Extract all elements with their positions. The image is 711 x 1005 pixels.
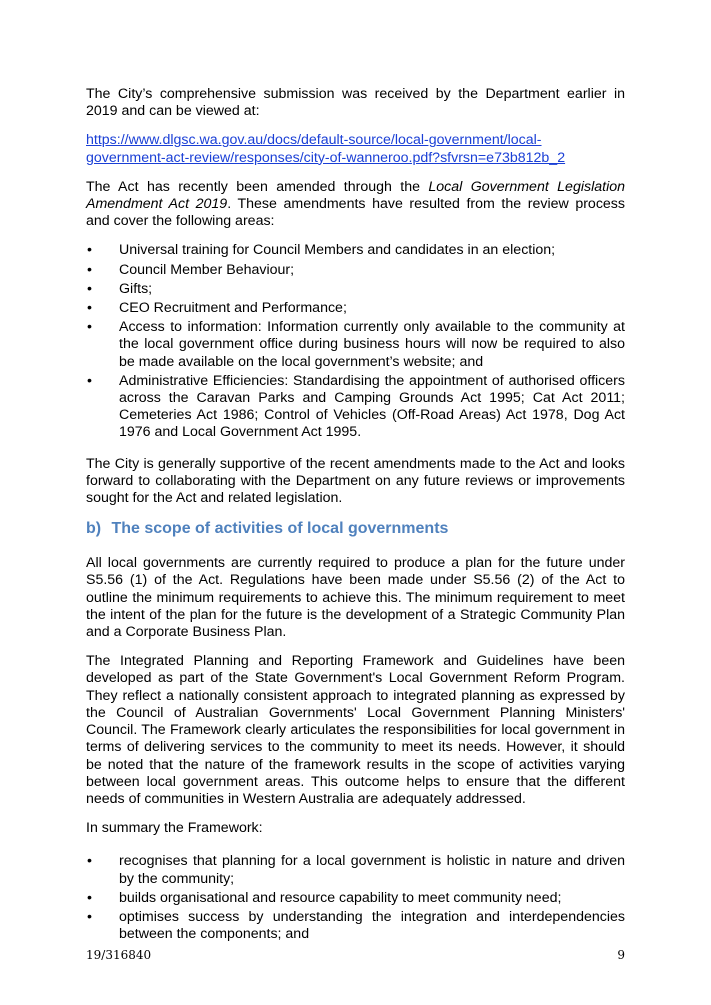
list-item-text: builds organisational and resource capability to meet community need; — [119, 889, 562, 906]
amendment-act-title: Local Government Legislation Amendment Act 2019 — [86, 178, 626, 213]
list-item — [86, 300, 625, 317]
bullet-icon: • — [87, 319, 92, 336]
amendment-areas-list — [86, 242, 625, 441]
document-body — [86, 86, 625, 957]
link-paragraph — [86, 132, 625, 166]
paragraph-summary-intro: In summary the Framework: — [86, 820, 263, 837]
framework-summary-list — [86, 853, 625, 943]
bullet-icon: • — [87, 242, 92, 259]
list-item-text: Universal training for Council Members and candidates in an election; — [119, 242, 556, 259]
paragraph-submission: The City’s comprehensive submission was received by the Department earlier in 2019 and can be viewed at: — [86, 86, 625, 120]
section-label: b) — [86, 520, 102, 538]
paragraph-plan-requirements: All local governments are currently required to produce a plan for the future under S5.56 (1) of the Act. Regulations have been made under S5.56 (2) of the Act to outline the minimum requirements to achieve this. The minimum requirement to meet the intent of the plan for the future is the development of a Strategic Community Plan and a Corporate Business Plan. — [86, 555, 625, 641]
list-item — [86, 262, 625, 279]
list-item — [86, 242, 625, 259]
section-title: The scope of activities of local governments — [111, 520, 449, 538]
list-item-text: Administrative Efficiencies: Standardising the appointment of authorised officers across the Caravan Parks and Camping Grounds Act 1995; Cat Act 2011; Cemeteries Act 1986; Control of Vehicles (Off-Road Areas) Act 1978, Dog Act 1976 and Local Government Act 1995. — [119, 372, 625, 441]
list-item — [86, 319, 625, 371]
list-item — [86, 281, 625, 298]
list-item — [86, 853, 625, 887]
list-item-text: Access to information: Information currently only available to the community at the local government office during business hours will now be required to also be made available on the local government’s website; and — [119, 319, 625, 370]
bullet-icon: • — [87, 280, 92, 297]
paragraph-amendments — [86, 179, 625, 231]
document-reference: 19/316840 — [86, 948, 152, 962]
list-item-text: CEO Recruitment and Performance; — [119, 300, 347, 317]
list-item-text: optimises success by understanding the integration and interdependencies between the components; and — [119, 908, 625, 943]
paragraph-support: The City is generally supportive of the recent amendments made to the Act and looks forward to collaborating with the Department on any future reviews or improvements sought for the Act and related legislation. — [86, 455, 625, 507]
list-item — [86, 909, 625, 943]
bullet-icon: • — [87, 853, 92, 870]
page-number: 9 — [617, 948, 625, 962]
submission-link[interactable]: https://www.dlgsc.wa.gov.au/docs/default-source/local-government/local- government-act-review/responses/city-of-wanneroo.pdf?sfvrsn=e73b812b_2 — [86, 132, 566, 166]
list-item — [86, 373, 625, 442]
paragraph-framework: The Integrated Planning and Reporting Framework and Guidelines have been developed as part of the State Government's Local Government Reform Program. They reflect a nationally consistent approach to integrated planning as expressed by the Council of Australian Governments' Local Government Planning Ministers' Council. The Framework clearly articulates the responsibilities for local government in terms of delivering services to the community to meet its needs. However, it should be noted that the nature of the framework results in the scope of activities varying between local government areas. This outcome helps to ensure that the different needs of communities in Western Australia are adequately addressed. — [86, 653, 625, 807]
amendments-text-post: . These amendments have resulted from the review process and cover the following areas: — [86, 196, 625, 230]
list-item-text: recognises that planning for a local government is holistic in nature and driven by the community; — [119, 853, 625, 887]
amendments-text-pre: The Act has recently been amended through the — [86, 178, 429, 195]
bullet-icon: • — [87, 261, 92, 278]
list-item-text: Gifts; — [119, 280, 153, 297]
bullet-icon: • — [87, 372, 92, 389]
section-heading — [86, 519, 625, 539]
list-item-text: Council Member Behaviour; — [119, 261, 295, 278]
bullet-icon: • — [87, 300, 92, 317]
bullet-icon: • — [87, 889, 92, 906]
list-item — [86, 890, 625, 907]
bullet-icon: • — [87, 908, 92, 925]
